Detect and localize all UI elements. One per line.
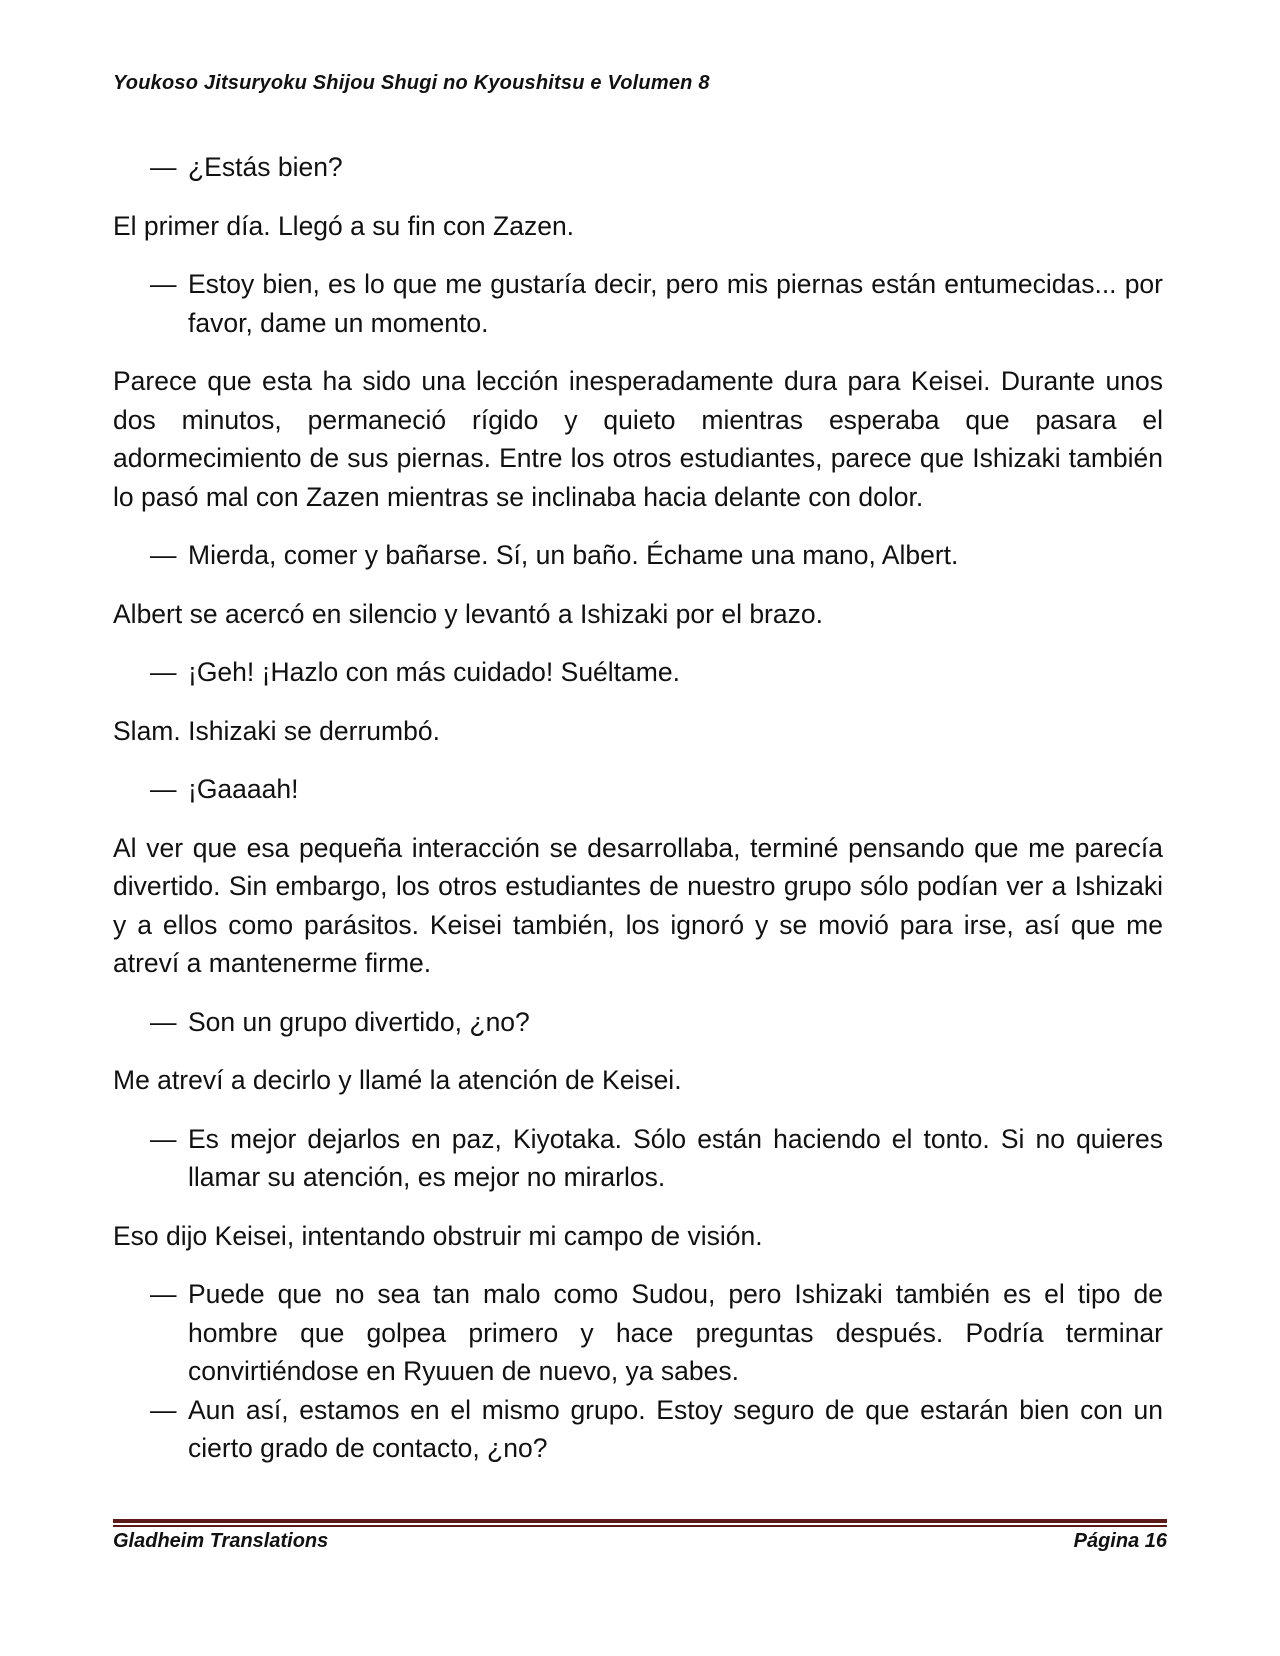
dialogue-text: Aun así, estamos en el mismo grupo. Estoy seguro de que estarán bien con un cierto grado de contacto, ¿no?: [188, 1394, 1163, 1463]
dialogue-dash: —: [150, 540, 177, 570]
narration-paragraph: Slam. Ishizaki se derrumbó.: [113, 715, 440, 746]
dialogue-line: [113, 1275, 1163, 1391]
dialogue-line: [113, 1120, 1163, 1197]
dialogue-dash: —: [150, 1394, 177, 1425]
dialogue-text: Mierda, comer y bañarse. Sí, un baño. Échame una mano, Albert.: [188, 540, 959, 570]
page-body: [113, 148, 1163, 1488]
dialogue-line: [113, 1003, 1163, 1042]
dialogue-line: [113, 148, 1163, 187]
dialogue-dash: —: [150, 269, 177, 299]
dialogue-line: [113, 770, 1163, 809]
dialogue-dash: —: [150, 774, 177, 804]
dialogue-text: ¿Estás bien?: [188, 152, 343, 182]
dialogue-dash: —: [150, 1279, 177, 1309]
dialogue-dash: —: [150, 152, 177, 182]
dialogue-text: ¡Geh! ¡Hazlo con más cuidado! Suéltame.: [188, 657, 680, 687]
narration-paragraph: El primer día. Llegó a su fin con Zazen.: [113, 210, 575, 241]
narration-paragraph: Eso dijo Keisei, intentando obstruir mi campo de visión.: [113, 1220, 763, 1251]
narration-paragraph: Albert se acercó en silencio y levantó a Ishizaki por el brazo.: [113, 598, 823, 629]
footer-divider: [113, 1519, 1167, 1527]
narration-paragraph: Me atreví a decirlo y llamé la atención de Keisei.: [113, 1065, 682, 1095]
footer-page-number: Página 16: [1073, 1530, 1167, 1552]
footer-translator: Gladheim Translations: [113, 1530, 329, 1552]
dialogue-dash: —: [150, 1123, 177, 1154]
dialogue-dash: —: [150, 1006, 177, 1037]
dialogue-text: Puede que no sea tan malo como Sudou, pero Ishizaki también es el tipo de hombre que golpea primero y hace preguntas después. Podría terminar convirtiéndose en Ryuuen de nuevo, ya sabes.: [188, 1279, 1163, 1386]
dialogue-text: Estoy bien, es lo que me gustaría decir, pero mis piernas están entumecidas... por favor, dame un momento.: [188, 269, 1163, 338]
dialogue-text: Es mejor dejarlos en paz, Kiyotaka. Sólo están haciendo el tonto. Si no quieres llamar su atención, es mejor no mirarlos.: [188, 1123, 1163, 1192]
dialogue-text: ¡Gaaaah!: [188, 774, 299, 804]
dialogue-line: [113, 1391, 1163, 1468]
dialogue-line: [113, 536, 1163, 575]
dialogue-line: [113, 653, 1163, 692]
dialogue-line: [113, 265, 1163, 342]
dialogue-text: Son un grupo divertido, ¿no?: [188, 1006, 530, 1037]
footer-divider-thin: [113, 1525, 1167, 1527]
narration-paragraph: Parece que esta ha sido una lección inesperadamente dura para Keisei. Durante unos dos minutos, permaneció rígido y quieto mientras esperaba que pasara el adormecimiento de sus piernas. Entre los otros estudiantes, parece que Ishizaki también lo pasó mal con Zazen mientras se inclinaba hacia delante con dolor.: [113, 366, 1163, 512]
dialogue-dash: —: [150, 657, 177, 687]
narration-paragraph: Al ver que esa pequeña interacción se desarrollaba, terminé pensando que me parecía divertido. Sin embargo, los otros estudiantes de nuestro grupo sólo podían ver a Ishizaki y a ellos como parásitos. Keisei también, los ignoró y se movió para irse, así que me atreví a mantenerme firme.: [113, 832, 1163, 978]
footer-divider-thick: [113, 1519, 1167, 1523]
page-header-title: Youkoso Jitsuryoku Shijou Shugi no Kyoushitsu e Volumen 8: [113, 72, 710, 94]
